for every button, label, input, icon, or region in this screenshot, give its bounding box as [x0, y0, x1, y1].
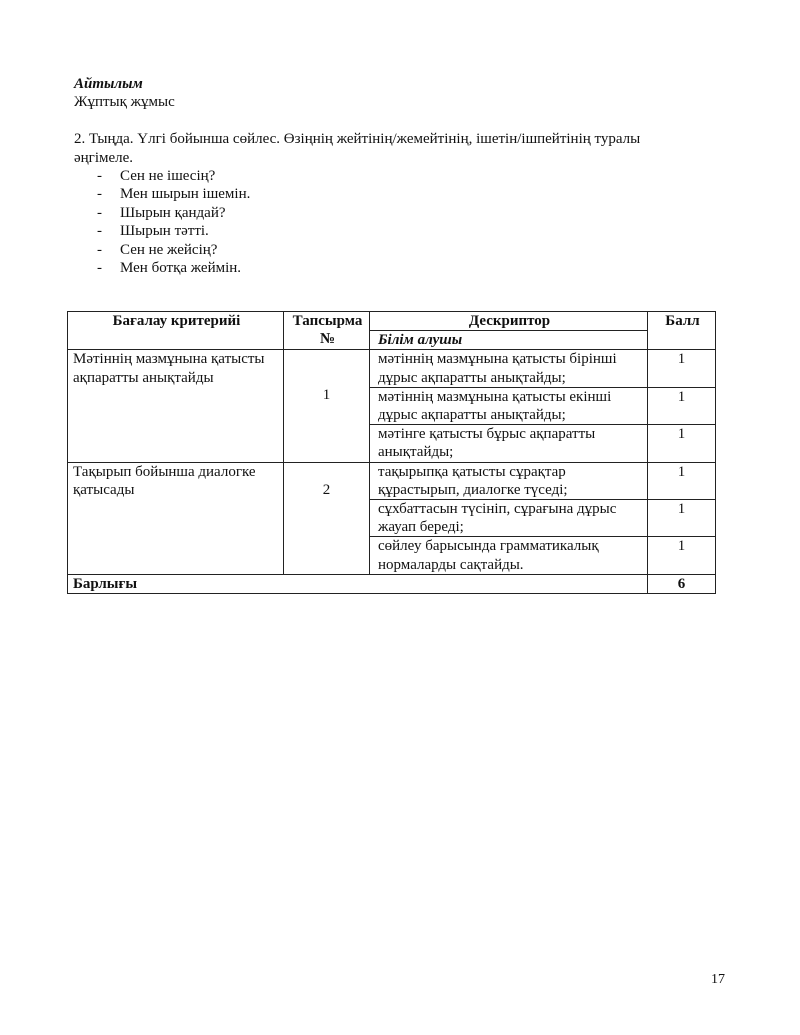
total-row [68, 574, 716, 593]
score-cell: 1 [648, 462, 716, 499]
section-subheading: Жұптық жұмыс [74, 94, 175, 111]
exercise-block [74, 75, 686, 277]
header-task [284, 312, 370, 350]
score-cell: 1 [648, 537, 716, 574]
criterion-cell: Мәтіннің мазмұнына қатысты ақпаратты анықтайды [68, 350, 284, 462]
descriptor-cell: сөйлеу барысында грамматикалық нормаларды сақтайды. [370, 537, 648, 574]
list-item [74, 259, 686, 277]
table-row [68, 462, 716, 499]
dialogue-line: Шырын қандай? [120, 204, 226, 221]
section-heading: Айтылым [74, 76, 143, 92]
dialogue-line: Сен не ішесің? [120, 168, 216, 185]
header-task-number-sign: № [319, 331, 336, 348]
dash-bullet: - [97, 186, 102, 203]
list-item [74, 185, 686, 203]
dash-bullet: - [97, 168, 102, 185]
header-score: Балл [648, 312, 716, 350]
list-item [74, 204, 686, 222]
task-number-cell: 2 [284, 462, 370, 574]
descriptor-cell: мәтінге қатысты бұрыс ақпаратты анықтайды; [370, 425, 648, 462]
list-item [74, 167, 686, 185]
table-row [68, 350, 716, 387]
dialogue-line: Мен шырын ішемін. [120, 186, 251, 203]
header-criterion: Бағалау критерийі [68, 312, 284, 350]
total-score: 6 [648, 574, 716, 593]
list-item [74, 222, 686, 240]
task-number-cell: 1 [284, 350, 370, 462]
total-label: Барлығы [68, 574, 648, 593]
score-cell: 1 [648, 500, 716, 537]
dash-bullet: - [97, 223, 102, 240]
dash-bullet: - [97, 241, 102, 258]
list-item [74, 241, 686, 259]
page-number: 17 [711, 972, 725, 987]
descriptor-cell: мәтіннің мазмұнына қатысты бірінші дұрыс ақпаратты анықтайды; [370, 350, 648, 387]
header-descriptor-sub: Білім алушы [370, 331, 648, 350]
criterion-cell: Тақырып бойынша диалогке қатысады [68, 462, 284, 574]
descriptor-cell: тақырыпқа қатысты сұрақтар құрастырып, диалогке түседі; [370, 462, 648, 499]
dialogue-line: Шырын тәтті. [120, 223, 209, 240]
descriptor-cell: мәтіннің мазмұнына қатысты екінші дұрыс ақпаратты анықтайды; [370, 387, 648, 424]
score-cell: 1 [648, 350, 716, 387]
dialogue-list [74, 167, 686, 277]
score-cell: 1 [648, 425, 716, 462]
assessment-table [67, 311, 716, 594]
header-descriptor: Дескриптор [370, 312, 648, 331]
dash-bullet: - [97, 204, 102, 221]
dash-bullet: - [97, 260, 102, 277]
descriptor-cell: сұхбаттасын түсініп, сұрағына дұрыс жауап береді; [370, 500, 648, 537]
score-cell: 1 [648, 387, 716, 424]
header-task-label: Тапсырма [292, 313, 363, 329]
dialogue-line: Сен не жейсің? [120, 241, 218, 258]
dialogue-line: Мен ботқа жеймін. [120, 260, 242, 277]
task-instruction: 2. Тыңда. Үлгі бойынша сөйлес. Өзіңнің жейтінің/жемейтінің, ішетін/ішпейтінің туралы әңгімеле. [74, 131, 641, 166]
table-header-row [68, 312, 716, 331]
